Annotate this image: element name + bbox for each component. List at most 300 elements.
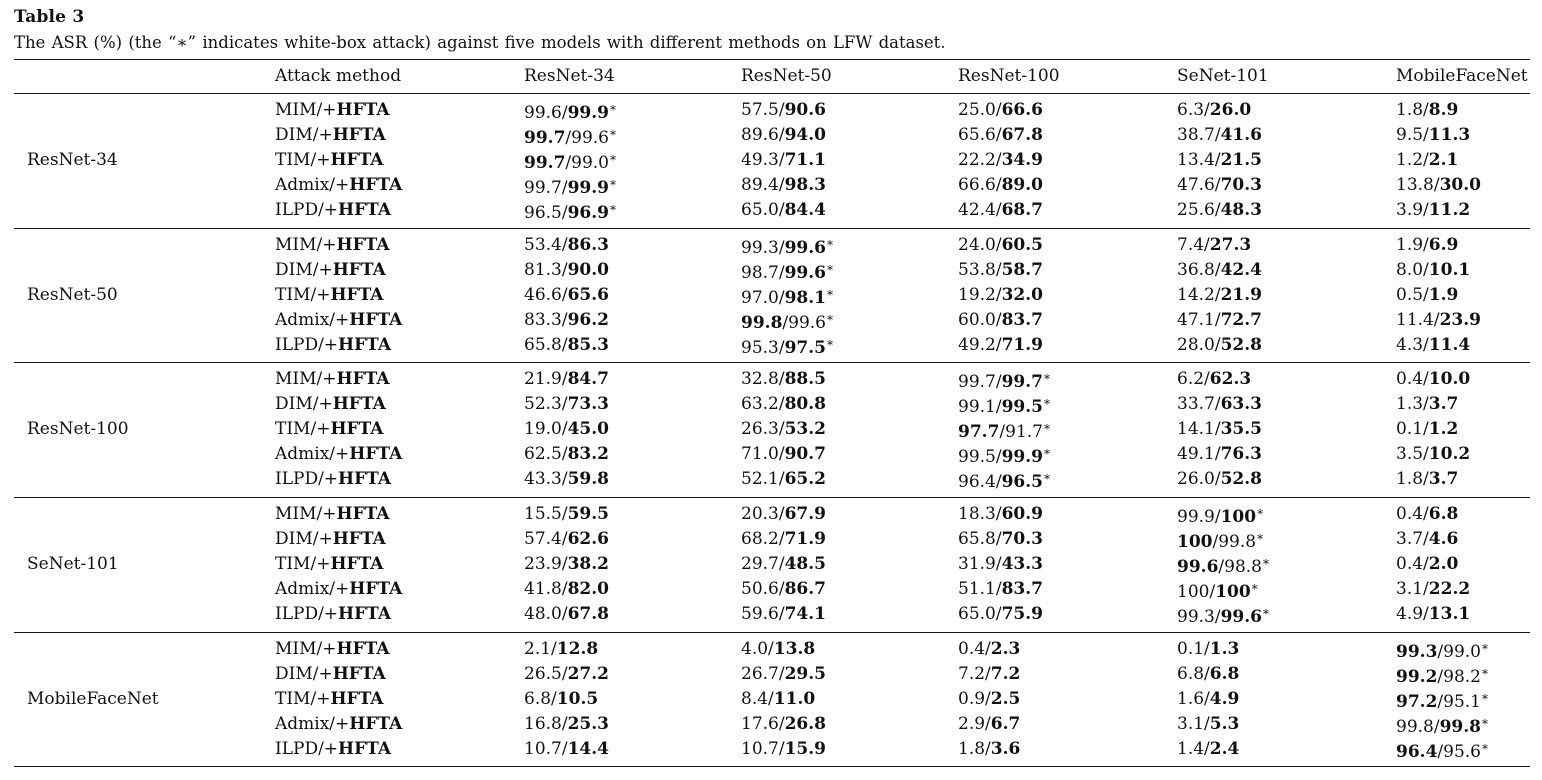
white-box-marker: * bbox=[1044, 372, 1050, 386]
baseline-asr: 71.0 bbox=[741, 443, 779, 464]
hfta-asr: 59.5 bbox=[567, 504, 609, 524]
asr-value bbox=[958, 529, 1043, 549]
hfta-label: HFTA bbox=[336, 369, 390, 389]
hfta-asr: 23.9 bbox=[1439, 309, 1481, 330]
white-box-marker: * bbox=[1044, 396, 1050, 411]
slash: / bbox=[561, 202, 568, 223]
hfta-asr: 10.5 bbox=[556, 688, 599, 709]
asr-value bbox=[958, 235, 1043, 255]
baseline-asr: 13.4 bbox=[1177, 149, 1215, 170]
slash: / bbox=[1214, 149, 1221, 170]
method-name: DIM/+ bbox=[275, 663, 333, 684]
baseline-asr: 95.3 bbox=[741, 337, 779, 358]
slash: / bbox=[995, 446, 1002, 467]
table-label: Table 3 bbox=[14, 7, 85, 27]
asr-value bbox=[1396, 639, 1488, 662]
white-box-marker: * bbox=[1251, 581, 1258, 596]
slash: / bbox=[995, 235, 1002, 255]
asr-value bbox=[741, 200, 826, 220]
slash: / bbox=[1423, 418, 1429, 439]
slash: / bbox=[1204, 639, 1210, 659]
asr-value bbox=[1396, 554, 1458, 574]
baseline-asr: 99.8 bbox=[741, 312, 783, 333]
slash: / bbox=[995, 372, 1002, 392]
hfta-asr: 74.1 bbox=[784, 603, 826, 624]
method-name: TIM/+ bbox=[275, 284, 331, 305]
white-box-marker: * bbox=[1482, 691, 1488, 706]
model-label: SeNet-101 bbox=[27, 553, 119, 574]
hfta-asr: 99.9 bbox=[567, 177, 609, 198]
hfta-asr: 66.6 bbox=[1001, 100, 1043, 120]
slash: / bbox=[1433, 716, 1440, 737]
asr-value bbox=[1177, 639, 1239, 659]
slash: / bbox=[778, 287, 785, 308]
hfta-asr: 3.7 bbox=[1428, 468, 1459, 489]
baseline-asr: 25.0 bbox=[958, 100, 996, 120]
hfta-asr: 53.2 bbox=[784, 418, 826, 439]
slash: / bbox=[1423, 334, 1429, 355]
slash: / bbox=[995, 334, 1002, 355]
hfta-asr: 52.8 bbox=[1220, 468, 1262, 489]
asr-value bbox=[741, 150, 826, 170]
hfta-asr: 99.8 bbox=[1218, 531, 1257, 552]
slash: / bbox=[561, 235, 568, 255]
baseline-asr: 65.8 bbox=[524, 334, 562, 355]
baseline-asr: 1.8 bbox=[1396, 468, 1424, 489]
baseline-asr: 3.7 bbox=[1396, 528, 1424, 549]
asr-value bbox=[524, 200, 616, 223]
asr-value bbox=[1396, 335, 1470, 355]
baseline-asr: 49.2 bbox=[958, 334, 996, 355]
hfta-asr: 11.2 bbox=[1428, 199, 1471, 220]
hfta-asr: 100 bbox=[1220, 507, 1257, 527]
slash: / bbox=[995, 578, 1002, 599]
baseline-asr: 65.0 bbox=[741, 199, 779, 220]
hfta-label: HFTA bbox=[338, 199, 392, 220]
slash: / bbox=[1209, 581, 1216, 602]
slash: / bbox=[561, 578, 568, 599]
asr-value bbox=[741, 335, 833, 358]
slash: / bbox=[1204, 663, 1210, 684]
hfta-asr: 5.3 bbox=[1209, 713, 1240, 734]
slash: / bbox=[778, 528, 785, 549]
asr-value bbox=[524, 469, 609, 489]
baseline-asr: 21.9 bbox=[524, 369, 562, 389]
baseline-asr: 57.4 bbox=[524, 528, 562, 549]
hfta-asr: 35.5 bbox=[1220, 418, 1262, 439]
slash: / bbox=[565, 152, 572, 173]
slash: / bbox=[778, 738, 785, 759]
hfta-asr: 96.9 bbox=[567, 202, 609, 223]
asr-value bbox=[524, 150, 616, 173]
column-header: ResNet-34 bbox=[524, 66, 615, 86]
asr-value bbox=[524, 310, 609, 330]
hfta-asr: 85.3 bbox=[567, 334, 609, 355]
slash: / bbox=[561, 713, 568, 734]
table-separator-rule bbox=[14, 228, 1530, 229]
hfta-asr: 13.8 bbox=[773, 639, 816, 659]
baseline-asr: 28.0 bbox=[1177, 334, 1215, 355]
asr-value bbox=[958, 689, 1020, 709]
baseline-asr: 2.9 bbox=[958, 713, 986, 734]
hfta-asr: 76.3 bbox=[1220, 443, 1262, 464]
slash: / bbox=[1423, 100, 1429, 120]
white-box-marker: * bbox=[1263, 606, 1269, 621]
table-separator-rule bbox=[14, 632, 1530, 633]
hfta-asr: 1.9 bbox=[1428, 284, 1459, 305]
hfta-asr: 52.8 bbox=[1220, 334, 1262, 355]
asr-value bbox=[958, 639, 1020, 659]
baseline-asr: 33.7 bbox=[1177, 393, 1215, 414]
hfta-asr: 30.0 bbox=[1439, 174, 1481, 195]
baseline-asr: 7.4 bbox=[1177, 235, 1205, 255]
asr-value bbox=[1177, 714, 1239, 734]
hfta-asr: 6.9 bbox=[1428, 235, 1459, 255]
hfta-asr: 38.2 bbox=[567, 553, 609, 574]
hfta-asr: 88.5 bbox=[784, 369, 826, 389]
slash: / bbox=[1437, 642, 1444, 662]
white-box-marker: * bbox=[1482, 642, 1488, 656]
baseline-asr: 8.0 bbox=[1396, 259, 1424, 280]
slash: / bbox=[1214, 606, 1221, 627]
baseline-asr: 11.4 bbox=[1396, 309, 1434, 330]
method-name: Admix/+ bbox=[275, 309, 350, 330]
white-box-marker: * bbox=[610, 202, 616, 217]
hfta-asr: 14.4 bbox=[567, 738, 609, 759]
attack-method bbox=[275, 639, 390, 659]
asr-value bbox=[1396, 394, 1458, 414]
baseline-asr: 99.3 bbox=[741, 238, 779, 258]
hfta-asr: 62.6 bbox=[567, 528, 609, 549]
slash: / bbox=[561, 553, 568, 574]
column-header: SeNet-101 bbox=[1177, 66, 1269, 86]
asr-value bbox=[1396, 125, 1470, 145]
method-name: Admix/+ bbox=[275, 174, 350, 195]
asr-value bbox=[1396, 260, 1470, 280]
asr-value bbox=[958, 714, 1020, 734]
baseline-asr: 3.5 bbox=[1396, 443, 1424, 464]
asr-value bbox=[958, 150, 1043, 170]
baseline-asr: 3.1 bbox=[1396, 578, 1424, 599]
asr-value bbox=[1177, 444, 1262, 464]
hfta-label: HFTA bbox=[338, 738, 392, 759]
baseline-asr: 0.4 bbox=[1396, 369, 1424, 389]
asr-value bbox=[1177, 369, 1251, 389]
baseline-asr: 52.1 bbox=[741, 468, 779, 489]
slash: / bbox=[1437, 666, 1444, 687]
baseline-asr: 99.5 bbox=[958, 446, 996, 467]
baseline-asr: 89.6 bbox=[741, 124, 779, 145]
slash: / bbox=[778, 393, 785, 414]
hfta-label: HFTA bbox=[332, 124, 386, 145]
method-name: ILPD/+ bbox=[275, 199, 339, 220]
method-name: Admix/+ bbox=[275, 443, 350, 464]
table-caption: The ASR (%) (the “∗” indicates white-box attack) against five models with different methods on LFW dataset. bbox=[14, 33, 946, 52]
asr-value bbox=[1177, 200, 1262, 220]
hfta-asr: 73.3 bbox=[567, 393, 609, 414]
baseline-asr: 0.4 bbox=[1396, 504, 1424, 524]
slash: / bbox=[561, 418, 568, 439]
hfta-asr: 67.8 bbox=[567, 603, 609, 624]
method-name: DIM/+ bbox=[275, 124, 333, 145]
baseline-asr: 41.8 bbox=[524, 578, 562, 599]
hfta-label: HFTA bbox=[330, 688, 384, 709]
baseline-asr: 26.7 bbox=[741, 663, 779, 684]
attack-method bbox=[275, 335, 391, 355]
hfta-asr: 99.0 bbox=[1443, 642, 1481, 662]
baseline-asr: 97.0 bbox=[741, 287, 779, 308]
asr-value bbox=[741, 529, 826, 549]
hfta-label: HFTA bbox=[349, 443, 403, 464]
slash: / bbox=[1204, 100, 1210, 120]
asr-value bbox=[524, 554, 609, 574]
hfta-asr: 100 bbox=[1215, 581, 1251, 602]
hfta-asr: 71.9 bbox=[1001, 334, 1043, 355]
slash: / bbox=[985, 713, 991, 734]
white-box-marker: * bbox=[1044, 421, 1050, 436]
asr-value bbox=[741, 579, 826, 599]
hfta-asr: 11.3 bbox=[1428, 124, 1471, 145]
hfta-asr: 86.3 bbox=[567, 235, 609, 255]
attack-method bbox=[275, 469, 391, 489]
hfta-asr: 98.8 bbox=[1224, 556, 1262, 577]
baseline-asr: 65.8 bbox=[958, 528, 996, 549]
baseline-asr: 68.2 bbox=[741, 528, 779, 549]
slash: / bbox=[561, 528, 568, 549]
slash: / bbox=[1423, 284, 1429, 305]
hfta-asr: 27.2 bbox=[567, 663, 609, 684]
slash: / bbox=[1423, 393, 1429, 414]
baseline-asr: 4.9 bbox=[1396, 603, 1424, 624]
hfta-asr: 99.6 bbox=[784, 262, 826, 283]
column-header: Attack method bbox=[275, 66, 402, 86]
slash: / bbox=[1423, 504, 1429, 524]
hfta-label: HFTA bbox=[330, 284, 384, 305]
hfta-asr: 6.7 bbox=[990, 713, 1021, 734]
asr-value bbox=[958, 604, 1043, 624]
slash: / bbox=[561, 443, 568, 464]
asr-value bbox=[524, 419, 609, 439]
hfta-asr: 11.4 bbox=[1428, 334, 1471, 355]
asr-value bbox=[1177, 285, 1262, 305]
asr-value bbox=[958, 200, 1043, 220]
hfta-asr: 75.9 bbox=[1001, 603, 1043, 624]
baseline-asr: 47.1 bbox=[1177, 309, 1215, 330]
baseline-asr: 50.6 bbox=[741, 578, 779, 599]
baseline-asr: 0.4 bbox=[1396, 553, 1424, 574]
asr-value bbox=[741, 369, 826, 389]
hfta-asr: 59.8 bbox=[567, 468, 609, 489]
baseline-asr: 6.8 bbox=[524, 688, 552, 709]
hfta-asr: 25.3 bbox=[567, 713, 609, 734]
asr-value bbox=[1396, 100, 1458, 120]
asr-value bbox=[741, 604, 826, 624]
asr-value bbox=[1177, 579, 1258, 602]
slash: / bbox=[1204, 369, 1210, 389]
baseline-asr: 20.3 bbox=[741, 504, 779, 524]
asr-value bbox=[741, 419, 826, 439]
method-name: MIM/+ bbox=[275, 235, 337, 255]
slash: / bbox=[1214, 393, 1221, 414]
baseline-asr: 49.1 bbox=[1177, 443, 1215, 464]
baseline-asr: 99.7 bbox=[958, 372, 996, 392]
attack-method bbox=[275, 739, 391, 759]
hfta-asr: 1.3 bbox=[1209, 639, 1240, 659]
asr-value bbox=[741, 260, 833, 283]
hfta-asr: 83.2 bbox=[567, 443, 609, 464]
asr-value bbox=[741, 444, 826, 464]
baseline-asr: 43.3 bbox=[524, 468, 562, 489]
hfta-asr: 90.7 bbox=[784, 443, 826, 464]
hfta-label: HFTA bbox=[349, 309, 403, 330]
hfta-asr: 10.2 bbox=[1428, 443, 1471, 464]
asr-value bbox=[524, 604, 609, 624]
asr-value bbox=[958, 310, 1043, 330]
hfta-asr: 98.2 bbox=[1443, 666, 1481, 687]
baseline-asr: 99.9 bbox=[1177, 507, 1215, 527]
slash: / bbox=[561, 504, 568, 524]
method-name: TIM/+ bbox=[275, 149, 331, 170]
slash: / bbox=[1423, 468, 1429, 489]
method-name: MIM/+ bbox=[275, 369, 337, 389]
hfta-asr: 67.9 bbox=[784, 504, 826, 524]
model-label: ResNet-34 bbox=[27, 149, 118, 170]
asr-value bbox=[1177, 125, 1262, 145]
baseline-asr: 1.6 bbox=[1177, 688, 1205, 709]
asr-value bbox=[1396, 714, 1488, 737]
hfta-asr: 13.1 bbox=[1428, 603, 1471, 624]
hfta-asr: 63.3 bbox=[1220, 393, 1262, 414]
white-box-marker: * bbox=[1263, 556, 1269, 571]
slash: / bbox=[995, 528, 1002, 549]
baseline-asr: 97.7 bbox=[958, 421, 1000, 442]
slash: / bbox=[778, 663, 785, 684]
hfta-asr: 11.0 bbox=[773, 688, 816, 709]
baseline-asr: 23.9 bbox=[524, 553, 562, 574]
slash: / bbox=[995, 174, 1002, 195]
hfta-asr: 3.7 bbox=[1428, 393, 1459, 414]
slash: / bbox=[1214, 443, 1221, 464]
attack-method bbox=[275, 689, 383, 709]
hfta-asr: 34.9 bbox=[1001, 149, 1043, 170]
hfta-asr: 21.5 bbox=[1220, 149, 1262, 170]
hfta-asr: 29.5 bbox=[784, 663, 826, 684]
baseline-asr: 6.3 bbox=[1177, 100, 1205, 120]
hfta-asr: 89.0 bbox=[1001, 174, 1043, 195]
asr-value bbox=[1177, 419, 1262, 439]
asr-value bbox=[1177, 554, 1269, 577]
slash: / bbox=[1214, 174, 1221, 195]
attack-method bbox=[275, 369, 390, 389]
asr-value bbox=[524, 235, 609, 255]
baseline-asr: 60.0 bbox=[958, 309, 996, 330]
method-name: MIM/+ bbox=[275, 100, 337, 120]
baseline-asr: 8.4 bbox=[741, 688, 769, 709]
baseline-asr: 65.6 bbox=[958, 124, 996, 145]
hfta-asr: 99.6 bbox=[1220, 606, 1262, 627]
slash: / bbox=[1423, 578, 1429, 599]
asr-value bbox=[741, 100, 826, 120]
baseline-asr: 4.0 bbox=[741, 639, 769, 659]
baseline-asr: 16.8 bbox=[524, 713, 562, 734]
asr-value bbox=[741, 714, 826, 734]
white-box-marker: * bbox=[1044, 471, 1050, 486]
asr-value bbox=[1177, 175, 1262, 195]
slash: / bbox=[1423, 149, 1429, 170]
hfta-label: HFTA bbox=[338, 334, 392, 355]
baseline-asr: 24.0 bbox=[958, 235, 996, 255]
table-border-rule bbox=[14, 766, 1530, 767]
slash: / bbox=[1214, 418, 1221, 439]
slash: / bbox=[1214, 334, 1221, 355]
asr-value bbox=[1177, 150, 1262, 170]
baseline-asr: 1.3 bbox=[1396, 393, 1424, 414]
asr-value bbox=[524, 714, 609, 734]
hfta-asr: 99.7 bbox=[1001, 372, 1043, 392]
hfta-asr: 15.9 bbox=[784, 738, 826, 759]
asr-value bbox=[958, 369, 1050, 392]
asr-value bbox=[524, 175, 616, 198]
hfta-asr: 98.3 bbox=[784, 174, 826, 195]
slash: / bbox=[1212, 531, 1219, 552]
slash: / bbox=[1218, 556, 1225, 577]
method-name: Admix/+ bbox=[275, 578, 350, 599]
baseline-asr: 6.8 bbox=[1177, 663, 1205, 684]
hfta-asr: 65.2 bbox=[784, 468, 826, 489]
baseline-asr: 98.7 bbox=[741, 262, 779, 283]
baseline-asr: 99.3 bbox=[1396, 642, 1438, 662]
hfta-asr: 99.5 bbox=[1001, 396, 1043, 417]
asr-value bbox=[958, 504, 1043, 524]
hfta-asr: 12.8 bbox=[556, 639, 599, 659]
attack-method bbox=[275, 419, 383, 439]
asr-value bbox=[958, 664, 1020, 684]
asr-value bbox=[958, 100, 1043, 120]
slash: / bbox=[995, 396, 1002, 417]
baseline-asr: 31.9 bbox=[958, 553, 996, 574]
slash: / bbox=[768, 688, 774, 709]
slash: / bbox=[1423, 199, 1429, 220]
hfta-asr: 26.8 bbox=[784, 713, 826, 734]
slash: / bbox=[995, 553, 1002, 574]
slash: / bbox=[995, 471, 1002, 492]
attack-method bbox=[275, 200, 391, 220]
slash: / bbox=[995, 149, 1002, 170]
asr-value bbox=[1396, 504, 1458, 524]
slash: / bbox=[999, 421, 1006, 442]
white-box-marker: * bbox=[1482, 716, 1488, 731]
asr-value bbox=[741, 739, 826, 759]
baseline-asr: 1.4 bbox=[1177, 738, 1205, 759]
hfta-asr: 60.9 bbox=[1001, 504, 1043, 524]
asr-value bbox=[1396, 369, 1470, 389]
slash: / bbox=[778, 603, 785, 624]
baseline-asr: 18.3 bbox=[958, 504, 996, 524]
asr-value bbox=[1177, 100, 1251, 120]
slash: / bbox=[778, 199, 785, 220]
hfta-asr: 21.9 bbox=[1220, 284, 1262, 305]
column-header: MobileFaceNet bbox=[1396, 66, 1528, 86]
attack-method bbox=[275, 444, 402, 464]
slash: / bbox=[551, 639, 557, 659]
model-label: ResNet-100 bbox=[27, 418, 129, 439]
slash: / bbox=[1214, 124, 1221, 145]
baseline-asr: 51.1 bbox=[958, 578, 996, 599]
hfta-asr: 48.3 bbox=[1220, 199, 1262, 220]
baseline-asr: 6.2 bbox=[1177, 369, 1205, 389]
slash: / bbox=[995, 259, 1002, 280]
hfta-asr: 99.0 bbox=[571, 152, 609, 173]
